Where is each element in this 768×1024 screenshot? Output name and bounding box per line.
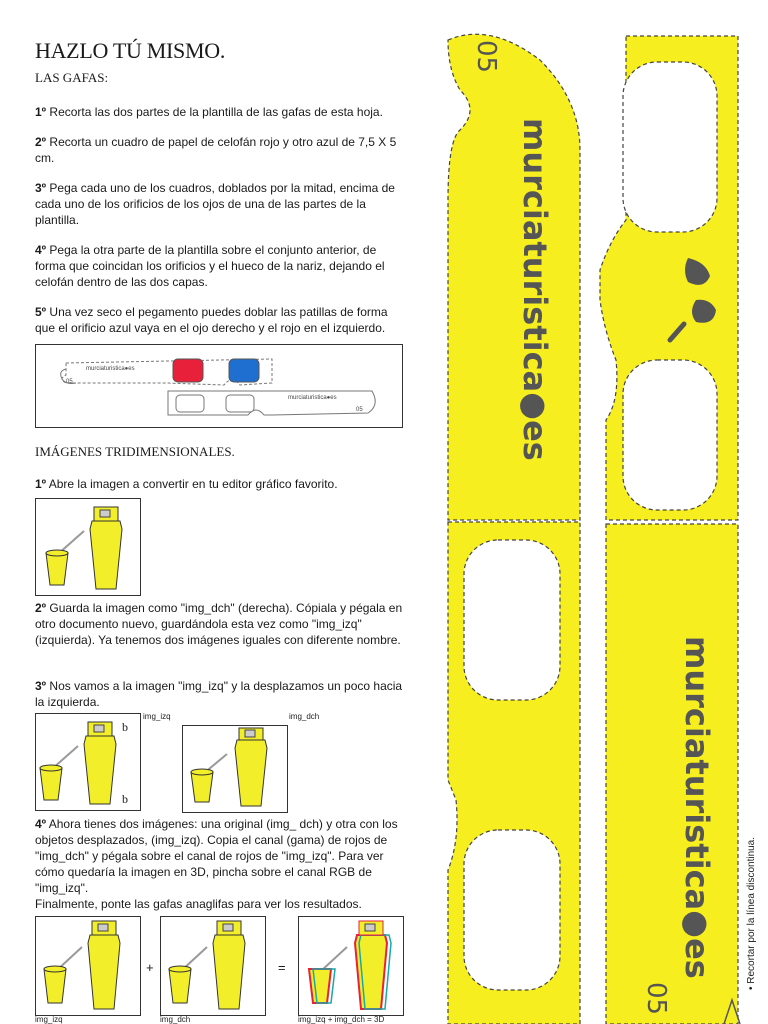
assembled-glasses-illustration — [35, 344, 403, 428]
eye-hole-bottom-upper — [464, 540, 560, 700]
mark-b-top: b — [122, 720, 128, 734]
glasses-step-1: 1º Recorta las dos partes de la plantilla de las gafas de esta hoja. — [35, 105, 383, 119]
template-number-top: 05 — [471, 40, 501, 74]
image-step-2: 2º Guarda la imagen como "img_dch" (derecha). Cópiala y pégala en otro documento nuevo, guardándola esta vez como "img_izq" (izquierda). Ya tenemos dos imágenes iguales con diferente nombre. — [35, 601, 403, 647]
glasses-step-4: 4º Pega la otra parte de la plantilla sobre el conjunto anterior, de forma que coincidan los orificios y el hueco de la nariz, dejando el celofán dentro de las dos capas. — [35, 243, 385, 289]
image-step-4: 4º Ahora tienes dos imágenes: una original (img_ dch) y otra con los objetos desplazados, (img_izq). Copia el canal (gama) de rojos de "img_dch" y pégala sobre el canal de rojos de "img_izq". Para ver cómo quedaría la imagen en 3D, pincha sobre el canal RGB de "img_izq". Finalmente, ponte las gafas anaglifas para ver los resultados. — [35, 817, 398, 911]
temple-arm-bottom — [606, 524, 738, 1024]
glasses-drawing — [36, 345, 402, 427]
eye-hole-bottom-lower — [464, 830, 560, 990]
original-copy-figure — [182, 725, 288, 813]
small-brand-label-1: murciaturistica●es — [86, 366, 135, 372]
glasses-step-3: 3º Pega cada uno de los cuadros, doblados por la mitad, encima de cada uno de los orificios de los ojos de una de las partes de la plantilla. — [35, 181, 395, 227]
small-brand-label-2: murciaturistica●es — [288, 395, 337, 401]
template-number-bottom: 05 — [641, 982, 671, 1016]
copy-cup-and-shaker-drawing — [183, 726, 287, 812]
glasses-step-2: 2º Recorta un cuadro de papel de celofán rojo y otro azul de 7,5 X 5 cm. — [35, 135, 397, 165]
plus-sign: + — [146, 960, 154, 975]
final-3d-figure — [298, 916, 404, 1016]
final-izq-drawing — [36, 917, 140, 1015]
caption-img-izq-top: img_izq — [143, 712, 171, 721]
page-title: HAZLO TÚ MISMO. — [35, 38, 226, 63]
equals-sign: = — [278, 960, 286, 975]
eye-hole-top-upper — [623, 62, 717, 232]
anaglyph-drawing — [299, 917, 403, 1015]
image-step-3: 3º Nos vamos a la imagen "img_izq" y la desplazamos un poco hacia la izquierda. — [35, 679, 403, 709]
caption-img-dch-bottom: img_dch — [160, 1015, 191, 1024]
eye-hole-top-lower — [623, 360, 717, 510]
caption-img-izq-bottom: img_izq — [35, 1015, 63, 1024]
final-img-dch-figure — [160, 916, 266, 1016]
glasses-cut-template — [420, 0, 768, 1024]
section-heading-glasses: LAS GAFAS: — [35, 70, 109, 85]
mark-b-bottom: b — [122, 792, 128, 806]
cut-instruction-note: • Recortar por la línea discontinua. — [746, 836, 757, 990]
glasses-step-5: 5º Una vez seco el pegamento puedes doblar las patillas de forma que el orificio azul vaya en el ojo derecho y el rojo en el izquierdo. — [35, 305, 388, 335]
final-img-izq-figure — [35, 916, 141, 1016]
original-image-figure — [35, 498, 141, 596]
small-number-label-2: 05 — [356, 407, 363, 413]
small-number-label-1: 05 — [66, 379, 73, 385]
section-heading-3d: IMÁGENES TRIDIMENSIONALES. — [35, 444, 235, 459]
brand-logo-top: murciaturistica●es — [516, 118, 554, 461]
final-dch-drawing — [161, 917, 265, 1015]
image-step-1: 1º Abre la imagen a convertir en tu editor gráfico favorito. — [35, 477, 338, 491]
cup-and-shaker-drawing — [36, 499, 140, 595]
caption-combined: img_izq + img_dch = 3D — [298, 1015, 385, 1024]
caption-img-dch-top: img_dch — [289, 712, 320, 721]
temple-arm-top — [448, 34, 580, 520]
brand-logo-bottom: murciaturistica●es — [678, 636, 716, 979]
shifted-image-figure — [35, 713, 141, 811]
